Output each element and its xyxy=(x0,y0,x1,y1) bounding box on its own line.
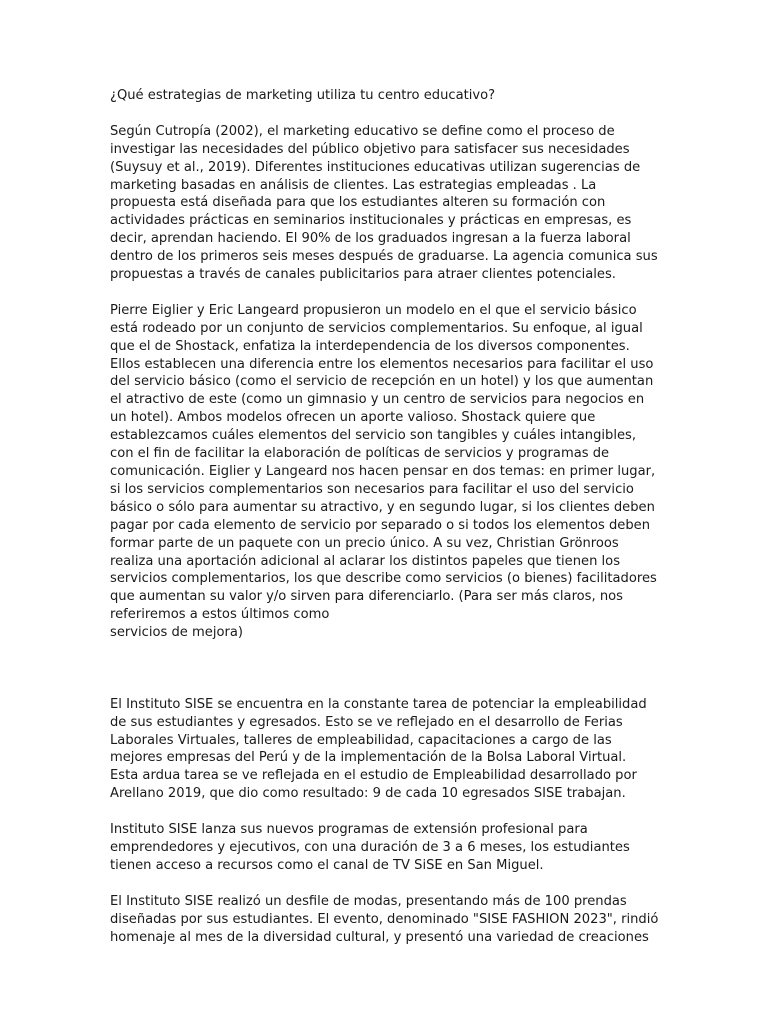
paragraph-programas-extension: Instituto SISE lanza sus nuevos programas de extensión profesional para emprendedores y ejecutivos, con una duración de 3 a 6 meses, los estudiantes tienen acceso a recursos como el canal de TV SiSE en San Miguel. xyxy=(110,822,630,873)
paragraph-empleabilidad: El Instituto SISE se encuentra en la constante tarea de potenciar la empleabilidad de sus estudiantes y egresados. Esto se ve reflejado en el desarrollo de Ferias Laborales Virtuales, talleres de empleabilidad, capacitaciones a cargo de las mejores empresas del Perú y de la implementación de la Bolsa Laboral Virtual. Esta ardua tarea se ve reflejada en el estudio de Empleabilidad desarrollado por Arellano 2019, que dio como resultado: 9 de cada 10 egresados SISE trabajan. xyxy=(110,696,647,802)
document-body xyxy=(110,87,660,964)
paragraph-desfile-modas: El Instituto SISE realizó un desfile de modas, presentando más de 100 prendas diseñadas por sus estudiantes. El evento, denominado "SISE FASHION 2023", rindió homenaje al mes de la diversidad cultural, y presentó una variedad de creaciones xyxy=(110,893,659,945)
paragraph-marketing-educativo: Según Cutropía (2002), el marketing educativo se define como el proceso de investigar las necesidades del público objetivo para satisfacer sus necesidades (Suysuy et al., 2019). Diferentes instituciones educativas utilizan sugerencias de marketing basadas en análisis de clientes. Las estrategias empleadas . La propuesta está diseñada para que los estudiantes alteren su formación con actividades prácticas en seminarios institucionales y prácticas en empresas, es decir, aprendan haciendo. El 90% de los graduados ingresan a la fuerza laboral dentro de los primeros seis meses después de graduarse. La agencia comunica sus propuestas a través de canales publicitarios para atraer clientes potenciales. xyxy=(110,123,658,283)
paragraph-eiglier-langeard: Pierre Eiglier y Eric Langeard propusieron un modelo en el que el servicio básico está rodeado por un conjunto de servicios complementarios. Su enfoque, al igual que el de Shostack, enfatiza la interdependencia de los diversos componentes. Ellos establecen una diferencia entre los elementos necesarios para facilitar el uso del servicio básico (como el servicio de recepción en un hotel) y los que aumentan el atractivo de este (como un gimnasio y un centro de servicios para negocios en un hotel). Ambos modelos ofrecen un aporte valioso. Shostack quiere que establezcamos cuáles elementos del servicio son tangibles y cuáles intangibles, con el fin de facilitar la elaboración de políticas de servicios y programas de comunicación. Eiglier y Langeard nos hacen pensar en dos temas: en primer lugar, si los servicios complementarios son necesarios para facilitar el uso del servicio básico o sólo para aumentar su atractivo, y en segundo lugar, si los clientes deben pagar por cada elemento de servicio por separado o si todos los elementos deben formar parte de un paquete con un precio único. A su vez, Christian Grönroos realiza una aportación adicional al aclarar los distintos papeles que tienen los servicios complementarios, los que describe como servicios (o bienes) facilitadores que aumentan su valor y/o sirven para diferenciarlo. (Para ser más claros, nos referiremos a estos últimos como servicios de mejora) xyxy=(110,302,657,641)
question-heading: ¿Qué estrategias de marketing utiliza tu centro educativo? xyxy=(110,88,496,103)
